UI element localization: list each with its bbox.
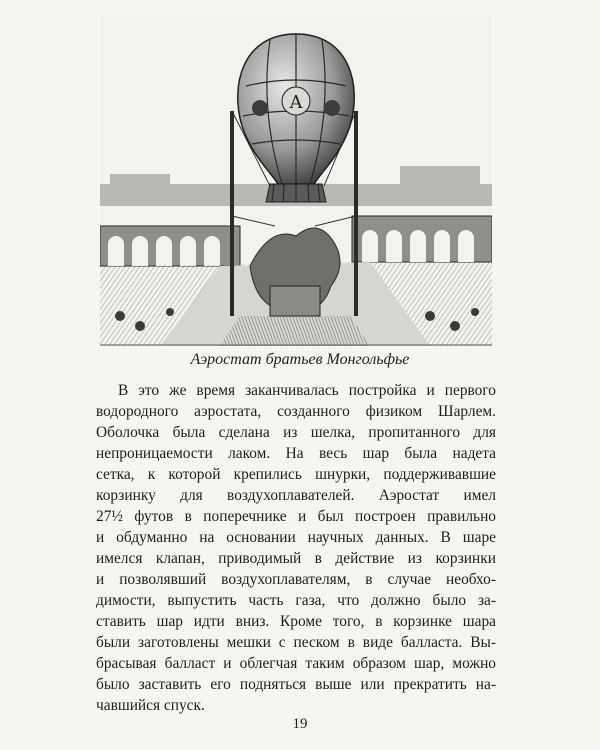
paragraph-line: и позволявший воздухоплавателям, в случае необхо- (96, 571, 496, 588)
paragraph-line: были заготовлены мешки с песком в виде балласта. Вы- (96, 634, 496, 651)
figure-caption: Аэростат братьев Монгольфье (190, 351, 410, 368)
paragraph-line: В это же время заканчивалась постройка и первого (118, 382, 496, 399)
paragraph-line: и обдуманно на основании научных данных. В шаре (96, 529, 496, 546)
paragraph-line: Оболочка была сделана из шелка, пропитанного для (96, 424, 496, 441)
paragraph-line: имелся клапан, приводимый в действие из корзинки (96, 550, 496, 567)
paragraph-line: ставить шар идти вниз. Кроме того, в корзинке шара (96, 613, 496, 630)
paragraph-line: 27½ футов в поперечнике и был построен правильно (96, 508, 496, 525)
paragraph-line: водородного аэростата, созданного физиком Шарлем. (96, 403, 496, 420)
paragraph-line: было заставить его подняться выше или прекратить на- (96, 676, 496, 693)
paragraph-line: корзинку для воздухоплавателей. Аэростат имел (96, 487, 496, 504)
page-number: 19 (292, 716, 308, 732)
paragraph-line: сетка, к которой крепились шнурки, поддерживавшие (96, 466, 496, 483)
montgolfier-balloon-engraving-icon (100, 16, 492, 346)
svg-text:A: A (289, 92, 303, 113)
paragraph-line: непроницаемости лаком. На весь шар была надета (96, 445, 496, 462)
paragraph-line: брасывая балласт и облегчая таким образом шар, можно (96, 655, 496, 672)
paragraph (96, 380, 496, 716)
paragraph-line: чавшийся спуск. (96, 697, 205, 714)
paragraph-line: димости, выпустить часть газа, что должно было за- (96, 592, 496, 609)
